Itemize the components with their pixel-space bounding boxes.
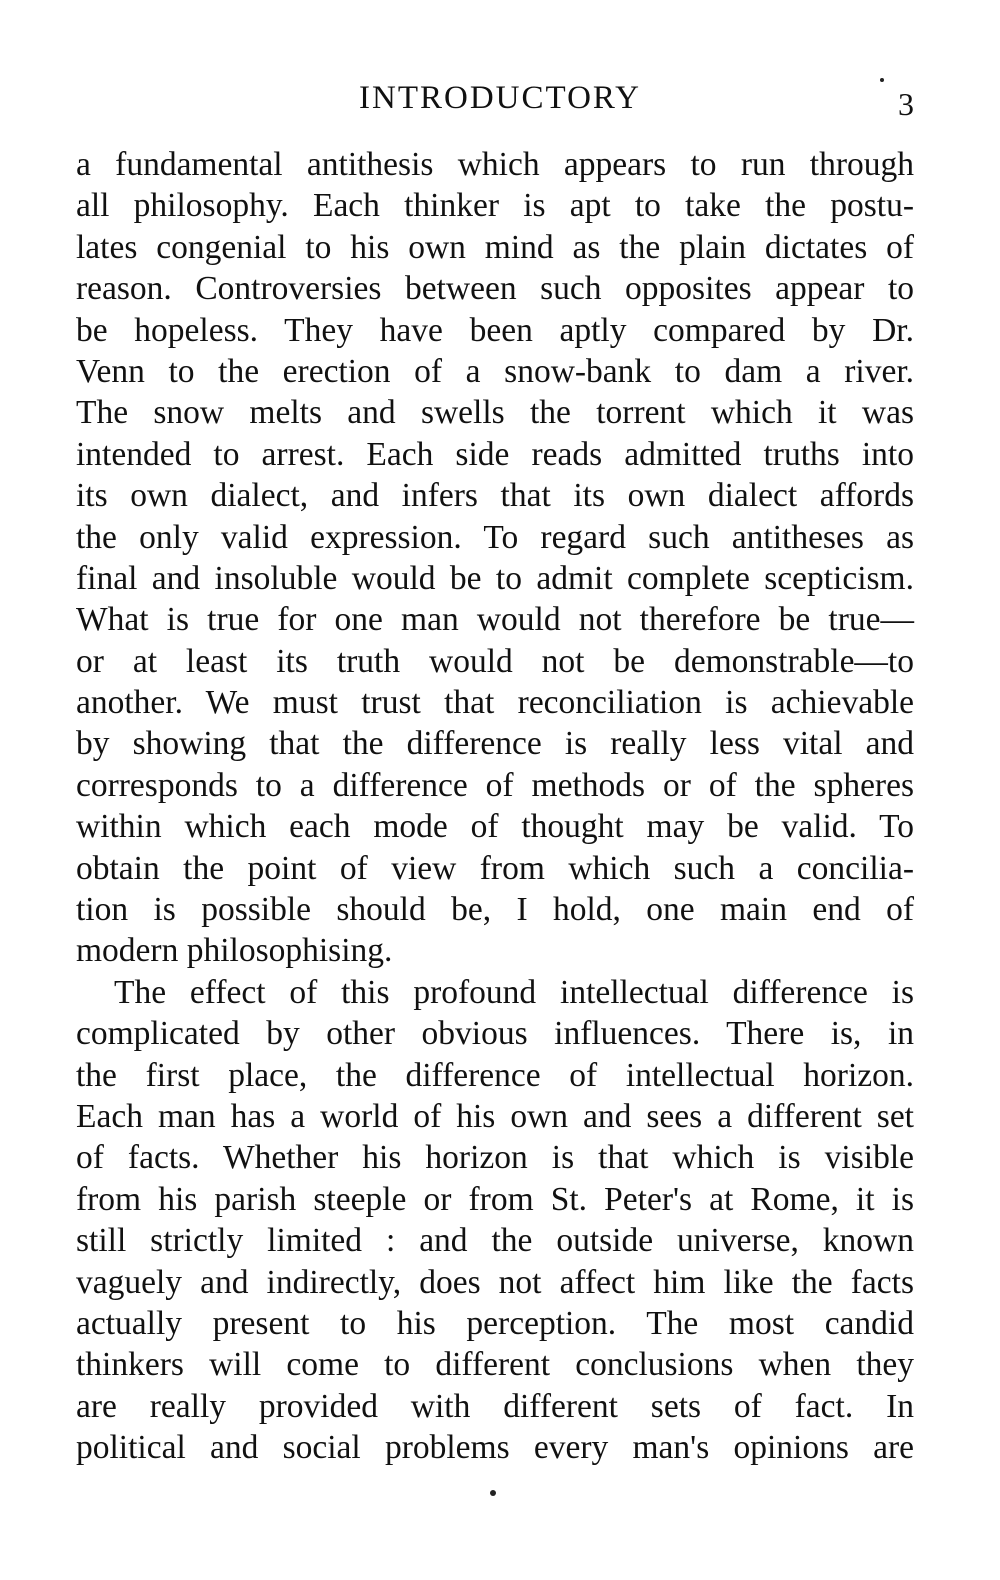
- text-line: Venn to the erection of a snow-bank to dam a river.: [76, 352, 914, 390]
- text-line: by showing that the difference is really less vital and: [76, 725, 914, 763]
- text-line: lates congenial to his own mind as the plain dictates of: [76, 228, 914, 266]
- running-head: [0, 76, 1000, 126]
- text-line: or at least its truth would not be demonstrable—to: [76, 642, 914, 680]
- text-line: obtain the point of view from which such a concilia-: [76, 849, 914, 887]
- paragraph: [76, 972, 914, 1469]
- print-speck: [880, 78, 884, 82]
- text-line: complicated by other obvious influences. There is, in: [76, 1015, 914, 1053]
- text-line: reason. Controversies between such opposites appear to: [76, 270, 914, 308]
- text-line: thinkers will come to different conclusions when they: [76, 1346, 914, 1384]
- text-line: the first place, the difference of intellectual horizon.: [76, 1056, 914, 1094]
- print-speck: [490, 1490, 496, 1496]
- paragraph: [76, 144, 914, 972]
- text-line: all philosophy. Each thinker is apt to take the postu-: [76, 187, 914, 225]
- text-line: tion is possible should be, I hold, one main end of: [76, 891, 914, 929]
- text-line: The effect of this profound intellectual difference is: [114, 973, 914, 1011]
- page-number: 3: [898, 86, 914, 122]
- text-line: another. We must trust that reconciliation is achievable: [76, 684, 914, 722]
- body-text: [76, 144, 914, 1469]
- text-line: Each man has a world of his own and sees a different set: [76, 1097, 914, 1135]
- text-line: vaguely and indirectly, does not affect him like the facts: [76, 1263, 914, 1301]
- text-line: still strictly limited : and the outside universe, known: [76, 1222, 914, 1260]
- text-line: within which each mode of thought may be valid. To: [76, 808, 914, 846]
- text-line: political and social problems every man's opinions are: [76, 1429, 914, 1467]
- text-line: be hopeless. They have been aptly compared by Dr.: [76, 311, 914, 349]
- text-line: a fundamental antithesis which appears to run through: [76, 146, 914, 183]
- text-line: of facts. Whether his horizon is that which is visible: [76, 1139, 914, 1177]
- text-line: final and insoluble would be to admit complete scepticism.: [76, 559, 914, 597]
- text-line: modern philosophising.: [76, 932, 393, 970]
- text-line: actually present to his perception. The most candid: [76, 1304, 914, 1342]
- text-line: What is true for one man would not therefore be true—: [76, 601, 914, 639]
- running-title: INTRODUCTORY: [359, 80, 641, 116]
- text-line: its own dialect, and infers that its own dialect affords: [76, 477, 914, 515]
- text-line: intended to arrest. Each side reads admitted truths into: [76, 435, 914, 473]
- text-line: from his parish steeple or from St. Peter's at Rome, it is: [76, 1180, 914, 1218]
- text-line: the only valid expression. To regard such antitheses as: [76, 518, 914, 556]
- text-line: The snow melts and swells the torrent which it was: [76, 394, 914, 432]
- text-line: are really provided with different sets of fact. In: [76, 1387, 914, 1425]
- text-line: corresponds to a difference of methods or of the spheres: [76, 766, 914, 804]
